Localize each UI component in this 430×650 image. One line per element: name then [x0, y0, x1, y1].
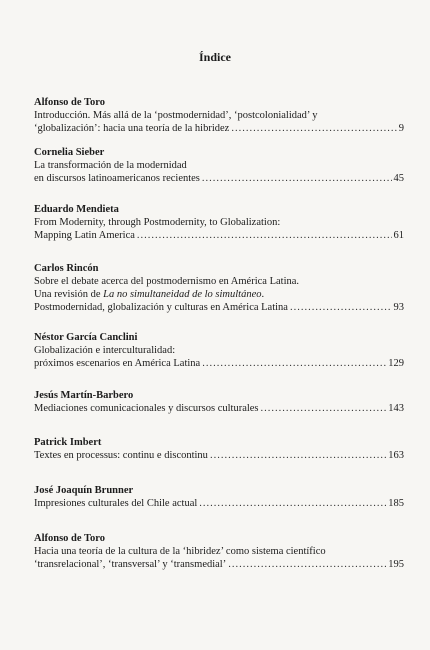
entry-title-last-line: [34, 229, 404, 242]
page-number: 163: [388, 450, 404, 461]
page-number: 143: [388, 403, 404, 414]
entry-title-text: Mediaciones comunicacionales y discursos culturales: [34, 403, 259, 414]
entry-author: Alfonso de Toro: [34, 97, 105, 108]
dot-leader: [210, 449, 386, 462]
entry-title-last-line: [34, 172, 404, 185]
entry-title-text: Postmodernidad, globalización y culturas en América Latina: [34, 302, 288, 313]
entry-title-text: Impresiones culturales del Chile actual: [34, 498, 198, 509]
toc-entry: [34, 532, 404, 571]
entry-author: Patrick Imbert: [34, 437, 102, 448]
dot-leader: [199, 497, 386, 510]
entry-title-text: próximos escenarios en América Latina: [34, 358, 201, 369]
entry-author: Eduardo Mendieta: [34, 204, 119, 215]
page-number: 45: [393, 173, 404, 184]
entry-title-line: Sobre el debate acerca del postmodernismo en América Latina.: [34, 276, 300, 287]
page-number: 61: [393, 230, 404, 241]
entry-title-text: ‘globalización’: hacia una teoría de la hibridez: [34, 123, 230, 134]
dot-leader: [202, 172, 392, 185]
entry-title-line: [34, 288, 404, 301]
entry-title-last-line: [34, 357, 404, 370]
dot-leader: [202, 357, 386, 370]
entry-author: Jesús Martín-Barbero: [34, 390, 134, 401]
page-number: 185: [388, 498, 404, 509]
entry-author: José Joaquín Brunner: [34, 485, 134, 496]
entry-title-last-line: [34, 558, 404, 571]
entry-title-line: Globalización e interculturalidad:: [34, 345, 176, 356]
toc-entry: [34, 262, 404, 314]
page-number: 129: [388, 358, 404, 369]
entry-title-last-line: [34, 301, 404, 314]
entry-title-text: en discursos latinoamericanos recientes: [34, 173, 200, 184]
entry-title-last-line: [34, 497, 404, 510]
page-number: 195: [388, 559, 404, 570]
entry-author: Néstor García Canclini: [34, 332, 138, 343]
toc-entry: [34, 146, 404, 185]
entry-title-last-line: [34, 402, 404, 415]
entry-author: Carlos Rincón: [34, 263, 99, 274]
entry-title-text: Textes en processus: continu e discontinu: [34, 450, 208, 461]
entry-title-line: From Modernity, through Postmodernity, to Globalization:: [34, 217, 281, 228]
entry-title-last-line: [34, 449, 404, 462]
entry-title-suffix: .: [261, 289, 265, 300]
entry-title-text: ‘transrelacional’, ‘transversal’ y ‘transmedial’: [34, 559, 227, 570]
entry-author: Cornelia Sieber: [34, 147, 105, 158]
page-title: Índice: [198, 50, 231, 64]
entry-title-text: Mapping Latin America: [34, 230, 135, 241]
toc-entry: [34, 389, 404, 415]
entry-title-italic: La no simultaneidad de lo simultáneo: [103, 289, 262, 300]
page-number: 93: [393, 302, 404, 313]
entry-title-prefix: Una revisión de: [34, 289, 104, 300]
page-number: 9: [398, 123, 404, 134]
dot-leader: [228, 558, 386, 571]
dot-leader: [261, 402, 387, 415]
entry-title-last-line: [34, 122, 404, 135]
toc-entry: [34, 203, 404, 242]
dot-leader: [137, 229, 392, 242]
toc-entry: [34, 436, 404, 462]
toc-entry: [34, 96, 404, 135]
dot-leader: [231, 122, 396, 135]
entry-title-line: Introducción. Más allá de la ‘postmodernidad’, ‘postcolonialidad’ y: [34, 110, 318, 121]
toc-entry: [34, 484, 404, 510]
dot-leader: [290, 301, 392, 314]
toc-entry: [34, 331, 404, 370]
entry-title-line: La transformación de la modernidad: [34, 160, 187, 171]
entry-title-line: Hacia una teoría de la cultura de la ‘hibridez’ como sistema científico: [34, 546, 326, 557]
entry-author: Alfonso de Toro: [34, 533, 105, 544]
